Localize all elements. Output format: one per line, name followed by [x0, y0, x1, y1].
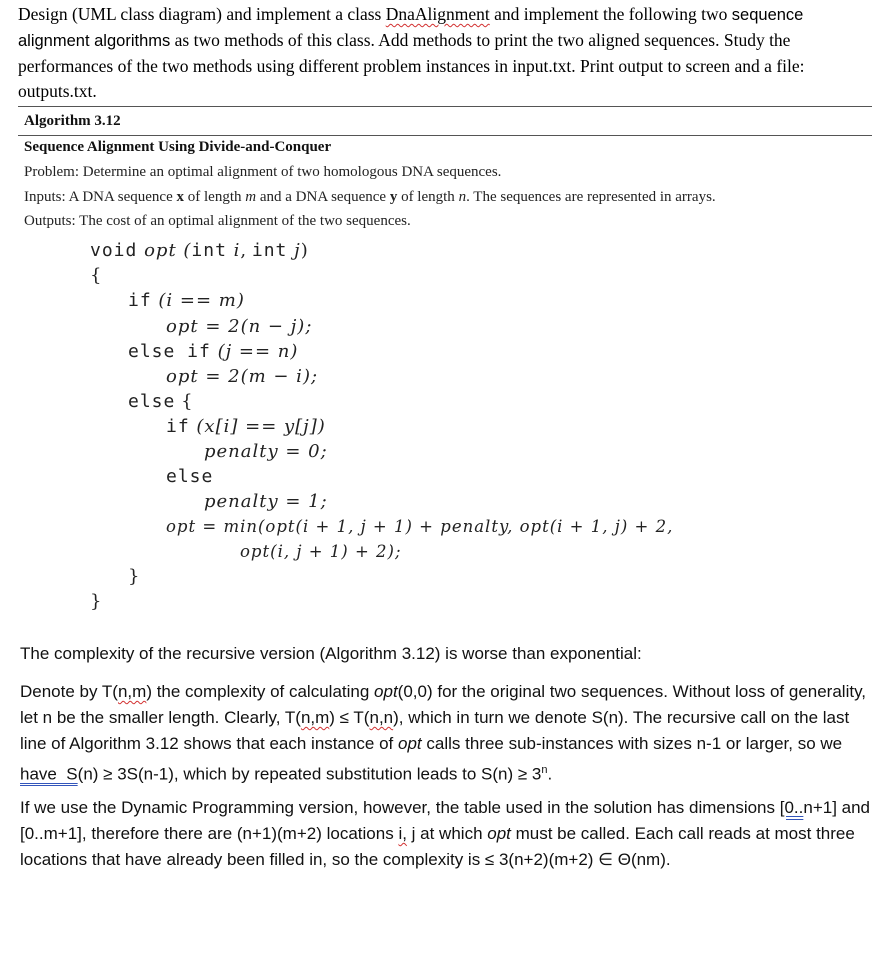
- var-m: m: [245, 189, 257, 205]
- code-brace: {: [175, 391, 193, 412]
- prose-squiggle: i,: [398, 824, 407, 843]
- kw-if: if: [128, 290, 152, 311]
- prose-superscript: n: [541, 764, 548, 776]
- code-line-1: [90, 240, 308, 262]
- intro-text-1: Design (UML class diagram) and implement a class: [18, 4, 386, 24]
- prose-grammar-mark: [0..: [779, 798, 804, 817]
- class-name: DnaAlignment: [385, 4, 490, 24]
- algorithm-inputs: [24, 189, 716, 206]
- problem-text: Determine an optimal alignment of two homologous DNA sequences.: [79, 164, 502, 180]
- prose-text: If we use the Dynamic Programming version, however, the table used in the solution has dimensions: [20, 798, 780, 817]
- code-line-9: penalty = 0;: [204, 441, 328, 462]
- prose-opt: opt: [487, 824, 511, 843]
- prose-squiggle: n,m: [117, 682, 147, 701]
- code-cond: (j == n): [210, 341, 299, 362]
- prose-text: calls three sub-instances with sizes n-1 or larger, so we: [421, 734, 843, 753]
- algorithm-number: Algorithm 3.12: [24, 113, 121, 129]
- kw-else-if: else if: [128, 341, 211, 362]
- code-line-4: opt = 2(n − j);: [166, 316, 313, 337]
- code-line-2: {: [90, 265, 102, 286]
- problem-label: Problem:: [24, 164, 79, 180]
- code-line-7: [128, 391, 193, 413]
- outputs-label: Outputs:: [24, 213, 76, 229]
- kw-int: int: [191, 240, 227, 261]
- prose-text: ) ≤ T(: [329, 708, 370, 727]
- code-line-6: opt = 2(m − i);: [166, 366, 319, 387]
- code-line-5: [128, 341, 298, 363]
- prose-text: Denote by T(: [20, 682, 118, 701]
- code-cond: (x[i] == y[j]): [189, 416, 326, 437]
- code-line-10: [166, 466, 213, 488]
- recursive-paragraph: [20, 679, 872, 788]
- code-comma: ,: [240, 240, 252, 261]
- prose-text: (0,0) for the original two sequences. Without loss of generality, let n be the smaller length. Clearly, T(: [20, 682, 867, 727]
- assignment-instructions: [18, 2, 864, 104]
- algorithm-outputs: [24, 213, 411, 230]
- prose-squiggle: n,n: [369, 708, 394, 727]
- kw-void: void: [90, 240, 138, 261]
- inputs-text: and a DNA sequence: [256, 189, 390, 205]
- inputs-text: A DNA sequence: [65, 189, 177, 205]
- prose-opt: opt: [398, 734, 422, 753]
- kw-else: else: [128, 391, 176, 412]
- dp-paragraph: [20, 795, 872, 873]
- code-cond: (i == m): [151, 290, 245, 311]
- complexity-intro: The complexity of the recursive version (Algorithm 3.12) is worse than exponential:: [20, 644, 642, 663]
- outputs-text: The cost of an optimal alignment of the two sequences.: [75, 213, 411, 229]
- prose-squiggle: n,m: [300, 708, 330, 727]
- code-param-j: j: [287, 240, 301, 261]
- algorithm-top-rule: [18, 106, 872, 107]
- algorithm-title: Sequence Alignment Using Divide-and-Conquer: [24, 139, 332, 155]
- code-line-3: [128, 290, 245, 312]
- intro-sans-phrase: sequence alignment algorithms: [18, 6, 804, 50]
- inputs-text: of length: [184, 189, 246, 205]
- intro-text-3: as two methods of this class. Add methods to print the two aligned sequences. Study the performances of the two methods using different problem instances in input.txt. Print output to screen and a file: outputs.txt.: [18, 30, 805, 101]
- algorithm-title-rule: [18, 135, 872, 136]
- prose-text: must be called. Each call reads at most three locations that have already been filled in, so the complexity is ≤ 3(n+2)(m+2) ∈ Θ(nm).: [20, 824, 855, 869]
- code-fn: opt (: [137, 240, 192, 261]
- code-line-14: }: [128, 566, 140, 587]
- prose-opt: opt: [374, 682, 398, 701]
- prose-text: j at which: [406, 824, 488, 843]
- code-line-8: [166, 416, 326, 438]
- kw-int: int: [251, 240, 288, 261]
- dp-analysis: [20, 795, 872, 873]
- prose-text: .: [547, 764, 553, 784]
- prose-text: ), which in turn we denote S(n). The recursive call on the last line of Algorithm 3.12 shows that each instance of: [20, 708, 850, 753]
- var-y: y: [389, 189, 398, 205]
- prose-grammar-mark: have S: [20, 764, 78, 784]
- prose-text: ) the complexity of calculating: [146, 682, 375, 701]
- inputs-text: of length: [397, 189, 459, 205]
- complexity-heading: [20, 641, 872, 667]
- kw-else: else: [166, 466, 214, 487]
- var-x: x: [176, 189, 184, 205]
- algorithm-problem: [24, 164, 501, 181]
- code-line-15: }: [90, 591, 102, 612]
- code-line-12: opt = min(opt(i + 1, j + 1) + penalty, opt(i + 1, j) + 2,: [166, 517, 674, 536]
- inputs-text: . The sequences are represented in arrays.: [466, 189, 716, 205]
- code-paren: ): [300, 240, 308, 261]
- prose-text: (n) ≥ 3S(n-1), which by repeated substitution leads to S(n) ≥ 3: [77, 764, 542, 784]
- code-line-13: opt(i, j + 1) + 2);: [240, 542, 402, 561]
- recursive-analysis: [20, 679, 872, 788]
- code-param-i: i: [226, 240, 241, 261]
- kw-if: if: [166, 416, 190, 437]
- prose-text: n+1] and [0..m+1], therefore there are (n+1)(m+2) locations: [20, 798, 871, 843]
- var-n: n: [458, 189, 467, 205]
- intro-text-2: and implement the following two: [489, 4, 732, 24]
- inputs-label: Inputs:: [24, 189, 66, 205]
- code-line-11: penalty = 1;: [204, 491, 328, 512]
